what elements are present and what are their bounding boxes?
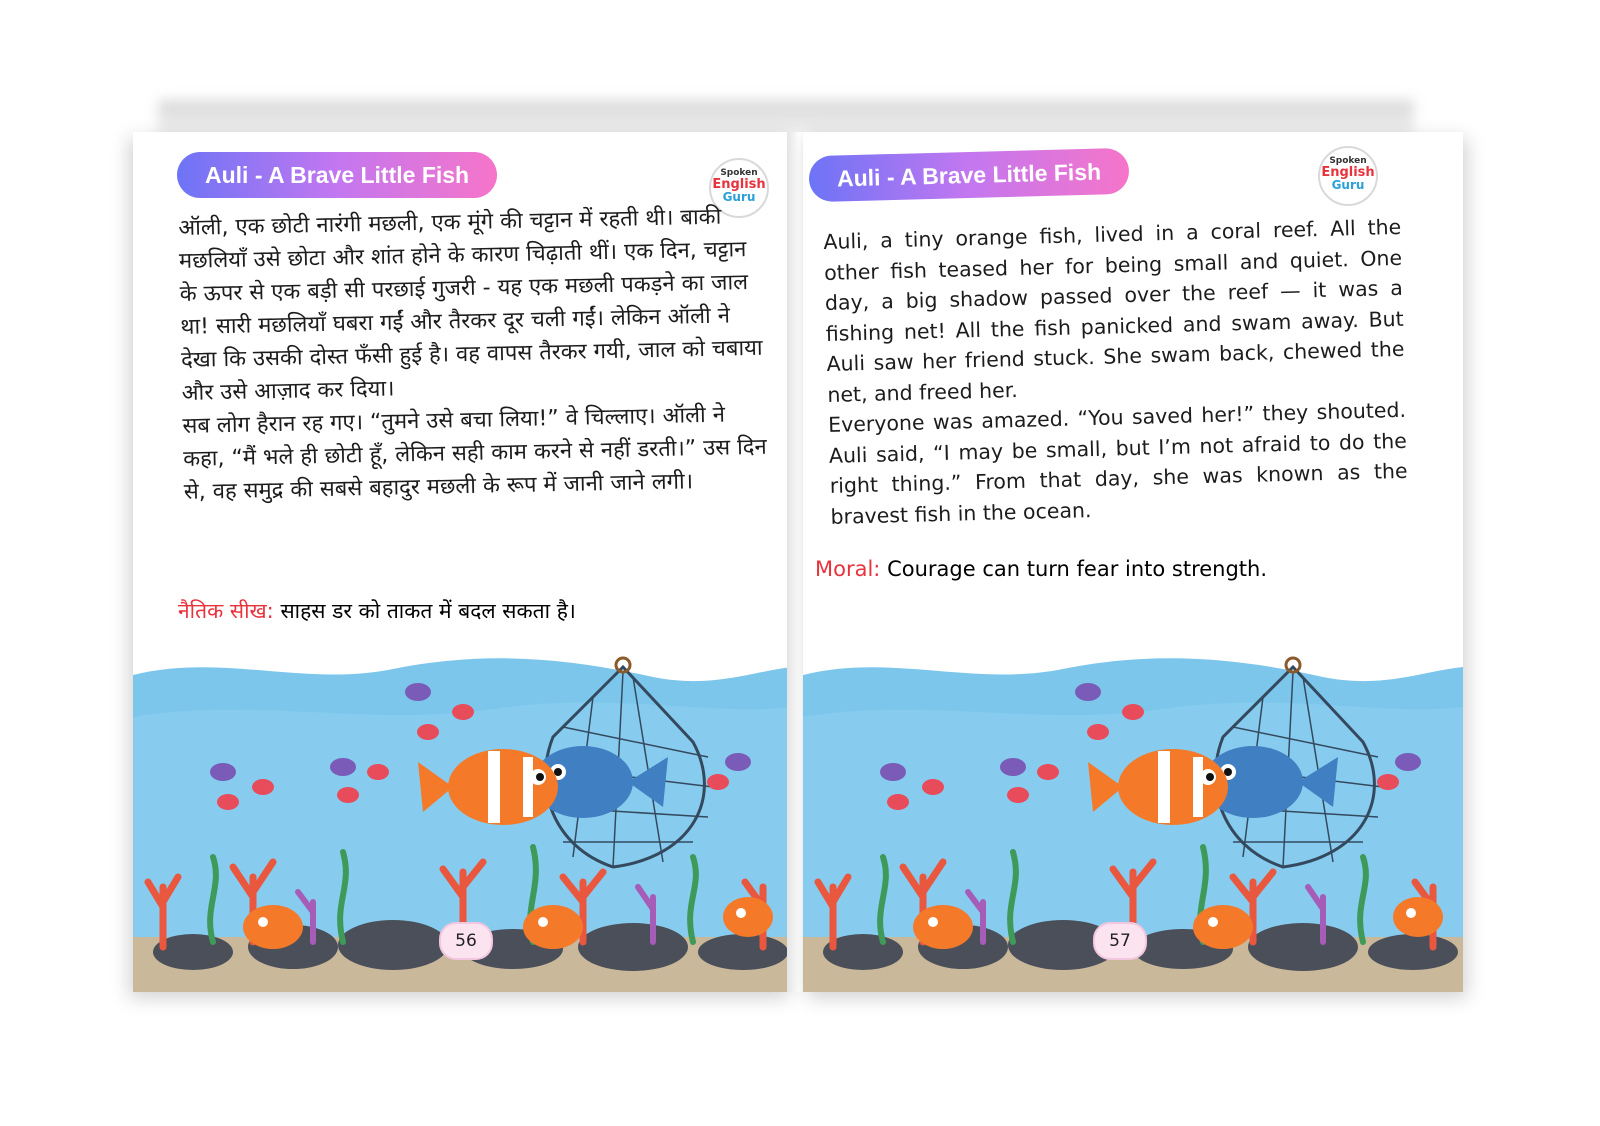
story-paragraph: Auli, a tiny orange fish, lived in a coral reef. All the other fish teased her for being small and quiet. One day, a big shadow passed over the reef — it was a fishing net! All the fish panicked and swam away. But Auli saw her friend stuck. She swam back, chewed the net, and freed her. <box>823 214 1405 407</box>
moral-text: साहस डर को ताकत में बदल सकता है। <box>273 599 576 623</box>
logo-line-2: English <box>712 177 766 192</box>
moral-line <box>178 597 576 625</box>
moral-line <box>815 557 1267 581</box>
moral-label: नैतिक सीख: <box>178 599 274 623</box>
story-text-hindi <box>178 200 774 509</box>
story-paragraph: ऑली, एक छोटी नारंगी मछली, एक मूंगे की चट्टान में रहती थी। बाकी मछलियाँ उसे छोटा और शांत होने के कारण चिढ़ाती थीं। एक दिन, चट्टान के ऊपर से एक बड़ी सी परछाई गुजरी - यह एक मछली पकड़ने का जाल था! सारी मछलियाँ घबरा गईं और तैरकर दूर चली गईं। लेकिन ऑली ने देखा कि उसकी दोस्त फँसी हुई है। वह वापस तैरकर गयी, जाल को चबाया और उसे आज़ाद कर दिया। <box>178 204 763 406</box>
logo-line-3: Guru <box>722 190 756 204</box>
story-paragraph: सब लोग हैरान रह गए। “तुमने उसे बचा लिया!” वे चिल्लाए। ऑली ने कहा, “मैं भले ही छोटी हूँ, लेकिन सही काम करने से नहीं डरती।” उस दिन से, वह समुद्र की सबसे बहादुर मछली के रूप में जानी जाने लगी। <box>182 402 767 505</box>
logo-line-3: Guru <box>1331 178 1365 192</box>
page-title: Auli - A Brave Little Fish <box>177 152 497 198</box>
left-page <box>133 132 793 992</box>
page-title: Auli - A Brave Little Fish <box>808 148 1129 202</box>
page-number: 56 <box>439 922 493 960</box>
moral-text: Courage can turn fear into strength. <box>880 557 1268 581</box>
moral-label: Moral: <box>815 557 881 581</box>
page-number: 57 <box>1093 922 1147 960</box>
story-paragraph: Everyone was amazed. “You saved her!” they shouted. Auli said, “I may be small, but I’m not afraid to do the right thing.” From that day, she was known as the bravest fish in the ocean. <box>827 397 1408 529</box>
logo-line-1: Spoken <box>720 168 758 178</box>
logo-line-1: Spoken <box>1329 156 1367 166</box>
spoken-english-guru-logo <box>1318 146 1378 206</box>
right-page <box>803 132 1463 992</box>
logo-line-2: English <box>1321 165 1375 180</box>
story-text-english <box>823 212 1409 532</box>
